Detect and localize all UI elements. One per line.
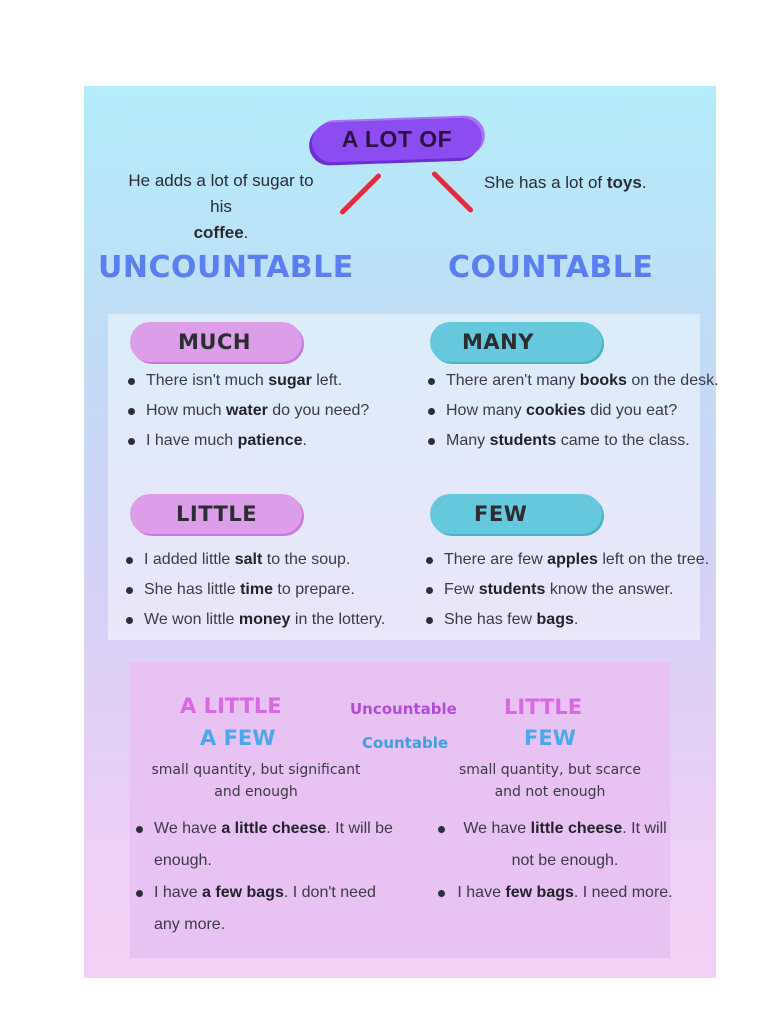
item-bold: apples (547, 551, 598, 568)
list-item (124, 545, 385, 575)
item-text: . (302, 432, 307, 449)
item-text: There are few (444, 551, 543, 568)
item-bold: patience (237, 432, 303, 449)
item-text: do you need? (272, 402, 370, 419)
item-text: left. (316, 372, 343, 389)
item-text: We have (463, 820, 527, 837)
list-item (424, 605, 709, 635)
desc-line: and not enough (494, 784, 606, 800)
list-item (124, 605, 385, 635)
item-text: in the lottery. (294, 611, 386, 628)
much-list (126, 366, 369, 456)
item-bold: a few bags (202, 884, 284, 901)
item-text: There aren't many (446, 372, 576, 389)
list-item (124, 575, 385, 605)
example-text: She has a lot of (484, 173, 603, 192)
item-text: know the answer. (549, 581, 674, 598)
item-bold: little cheese (530, 820, 623, 837)
list-item (426, 426, 719, 456)
item-text: We have (154, 820, 217, 837)
item-bold: water (226, 402, 268, 419)
little-few-examples (434, 813, 674, 909)
little-list (124, 545, 385, 635)
countable-label: Countable (362, 734, 449, 752)
item-text: I added little (144, 551, 231, 568)
item-bold: salt (234, 551, 263, 568)
item-text: to prepare. (277, 581, 355, 598)
list-item (424, 545, 709, 575)
item-text: came to the class. (560, 432, 690, 449)
item-text: I have (457, 884, 501, 901)
list-item (126, 366, 369, 396)
list-item (426, 366, 719, 396)
item-bold: bags (536, 611, 574, 628)
uncountable-heading: UNCOUNTABLE (98, 250, 354, 285)
example-bold-word: coffee (193, 223, 244, 242)
item-bold: cookies (526, 402, 586, 419)
a-little-examples (132, 813, 394, 941)
little-label: LITTLE (176, 502, 258, 526)
item-text: How many (446, 402, 522, 419)
list-item (132, 813, 394, 877)
item-text: . It will be enough. (154, 820, 393, 869)
few-heading: FEW (524, 726, 576, 750)
desc-line: small quantity, but scarce (458, 762, 642, 778)
item-text: I have (154, 884, 198, 901)
list-item (426, 396, 719, 426)
item-text: There isn't much (146, 372, 264, 389)
list-item (424, 575, 709, 605)
list-item (126, 396, 369, 426)
item-text: on the desk. (631, 372, 719, 389)
item-text: to the soup. (266, 551, 351, 568)
item-text: She has few (444, 611, 533, 628)
list-item (434, 813, 674, 877)
little-heading: LITTLE (504, 695, 583, 719)
item-text: She has little (144, 581, 236, 598)
desc-line: and enough (214, 784, 298, 800)
example-bold-word: toys (606, 173, 642, 192)
a-lot-of-left-example (118, 168, 324, 246)
example-punct: . (243, 223, 249, 242)
item-text: did you eat? (590, 402, 678, 419)
a-lot-of-right-example (484, 170, 647, 196)
few-label: FEW (474, 502, 528, 526)
item-bold: students (489, 432, 557, 449)
desc-line: small quantity, but significant (151, 762, 361, 778)
little-description (426, 759, 674, 803)
item-text: . It will not be enough. (511, 820, 667, 869)
few-list (424, 545, 709, 635)
item-text: left on the tree. (602, 551, 710, 568)
example-punct: . (641, 173, 647, 192)
list-item (126, 426, 369, 456)
much-label: MUCH (178, 330, 251, 354)
uncountable-label: Uncountable (350, 700, 457, 718)
item-text: We won little (144, 611, 235, 628)
item-text: . I need more. (573, 884, 673, 901)
list-item (132, 877, 394, 941)
item-bold: time (240, 581, 273, 598)
item-bold: sugar (268, 372, 312, 389)
item-text: Few (444, 581, 475, 598)
item-text: How much (146, 402, 222, 419)
countable-heading: COUNTABLE (448, 250, 654, 285)
a-little-heading: A LITTLE (180, 694, 282, 718)
item-bold: few bags (505, 884, 574, 901)
item-bold: a little cheese (221, 820, 327, 837)
item-text: . (573, 611, 579, 628)
list-item (434, 877, 674, 909)
a-few-heading: A FEW (200, 726, 276, 750)
many-label: MANY (462, 330, 534, 354)
many-list (426, 366, 719, 456)
item-text: I have much (146, 432, 234, 449)
a-lot-of-heading: A LOT OF (341, 126, 453, 152)
a-little-description (128, 759, 384, 803)
item-text: . I don't need any more. (154, 884, 376, 933)
item-text: Many (446, 432, 486, 449)
item-bold: books (579, 372, 627, 389)
item-bold: students (478, 581, 546, 598)
item-bold: money (238, 611, 291, 628)
example-text: He adds a lot of sugar to his (128, 171, 314, 216)
